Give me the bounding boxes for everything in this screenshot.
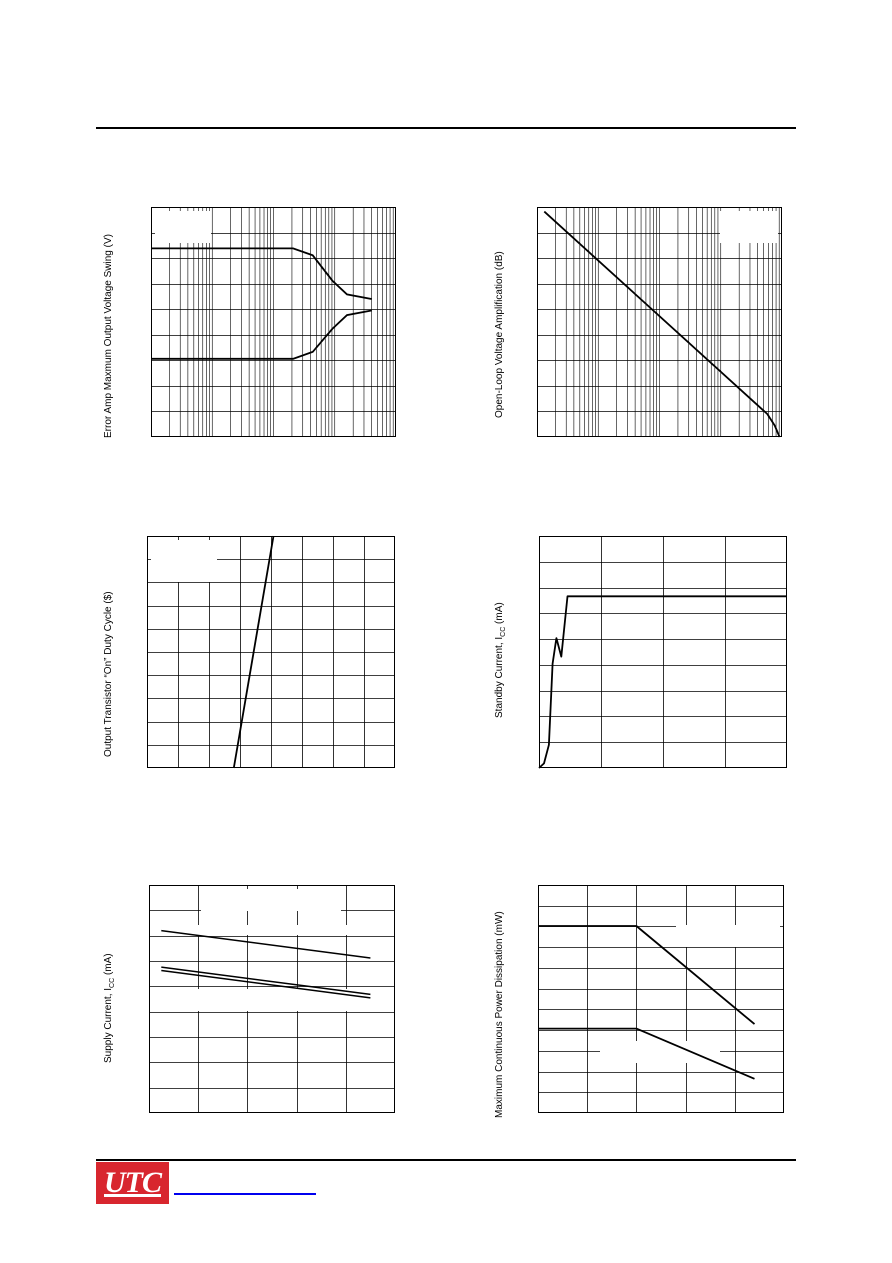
legend-area	[201, 889, 341, 911]
plot-frame	[539, 886, 784, 1113]
legend-area	[600, 1041, 720, 1063]
legend-area	[185, 989, 375, 1011]
header-rule	[96, 127, 796, 129]
legend-area	[720, 211, 778, 243]
chart1-ylabel: Error Amp Maxmum Output Voltage Swing (V)	[103, 234, 114, 438]
chart2-ylabel: Open-Loop Voltage Amplification (dB)	[494, 251, 505, 418]
series-line	[234, 536, 274, 768]
chart-standby-current	[539, 536, 787, 768]
chart6-ylabel: Maximum Continuous Power Dissipation (mW)	[494, 911, 505, 1118]
chart-duty-cycle	[147, 536, 395, 768]
chart-error-amp-swing	[151, 207, 396, 437]
chart3-ylabel: Output Transistor “On” Duty Cycle ($)	[103, 591, 114, 757]
legend-area	[155, 211, 211, 243]
series-line	[151, 311, 372, 359]
legend-area	[151, 540, 217, 582]
chart-open-loop-gain	[537, 207, 782, 437]
legend-area	[185, 925, 355, 935]
chart-power-dissipation	[538, 885, 784, 1113]
chart-supply-current	[149, 885, 395, 1113]
footer-rule	[96, 1159, 796, 1161]
legend-area	[676, 925, 780, 947]
chart5-ylabel: Supply Current, $I_{CC}$ (mA)	[103, 953, 116, 1063]
website-link[interactable]	[174, 1193, 316, 1195]
series-line	[151, 248, 372, 299]
chart4-ylabel: Standby Current, $I_{CC}$ (mA)	[494, 602, 507, 718]
plot-frame	[540, 537, 787, 768]
utc-logo: UTC	[96, 1162, 169, 1204]
